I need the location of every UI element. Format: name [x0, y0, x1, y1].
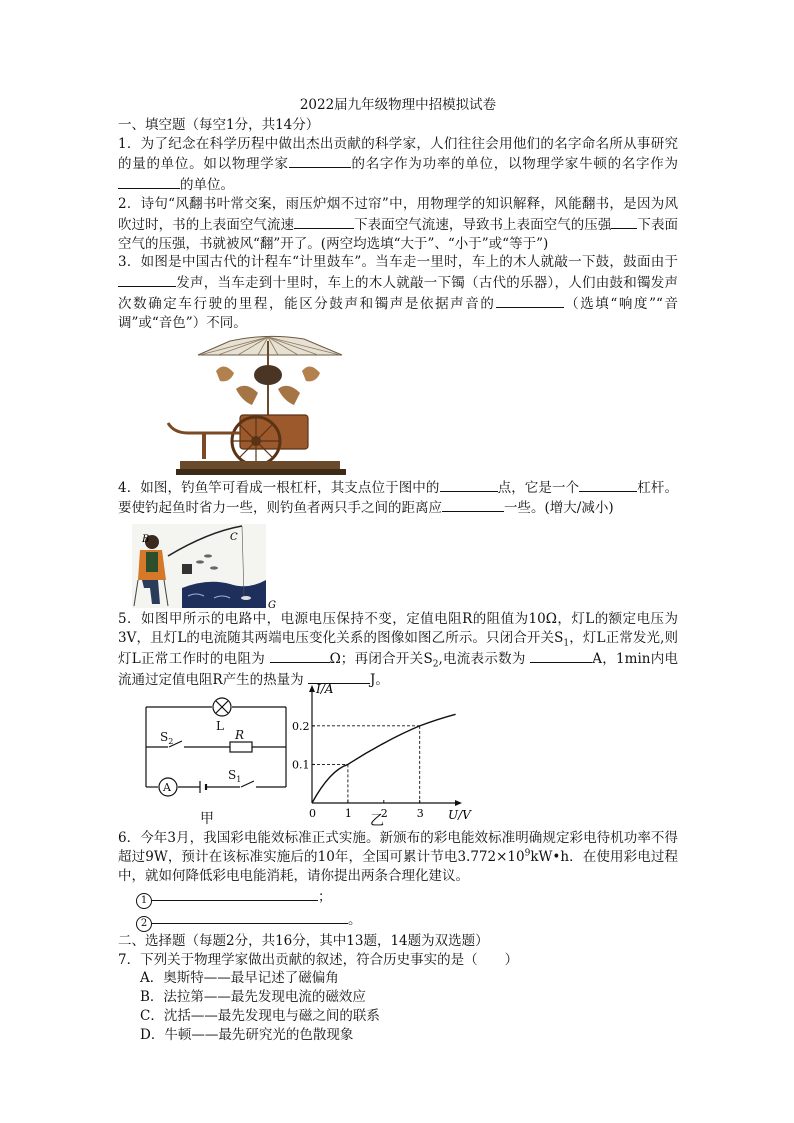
figures-row [118, 682, 678, 830]
x-tick-label: 1 [344, 807, 352, 821]
question-7-option-d[interactable]: D．牛顿——最先研究光的色散现象 [140, 1026, 354, 1043]
x-axis-arrow [455, 800, 462, 806]
point-c-label: C [230, 532, 238, 544]
y-tick-label: 0.2 [292, 720, 310, 734]
y-axis-arrow [309, 685, 315, 692]
iu-curve [312, 715, 456, 804]
answer-blank[interactable] [442, 497, 504, 512]
circuit-caption: 甲 [200, 811, 214, 828]
drum-cart-image [118, 333, 678, 477]
suggestion-2: 2 。 [118, 909, 678, 932]
question-7-stem: 7．下列关于物理学家做出贡献的叙述，符合历史事实的是（ ） [118, 951, 519, 968]
x-axis-label: U/V [448, 808, 471, 823]
section-choice-heading: 二、选择题（每题2分，共16分，其中13题，14题为双选题） [118, 932, 489, 949]
question-1: 1．为了纪念在科学历程中做出杰出贡献的科学家，人们往往会用他们的名字命名所从事研究的量的单位。如以物理学家 的名字作为功率的单位，以物理学家牛顿的名字作为的单位。 [118, 135, 679, 194]
question-6: 6．今年3月，我国彩电能效标准正式实施。新颁布的彩电能效标准明确规定彩电待机功率不得超过9W，预计在该标准实施后的10年，全国可累计节电$3.772\times 10^9kW•h$．在使用彩电过程中，就如何降低彩电电能消耗，请你提出两条合理化建议。 [118, 830, 678, 884]
answer-blank[interactable] [289, 153, 351, 168]
switch-s2-label: $S_2$ [160, 730, 174, 747]
answer-blank[interactable] [152, 886, 318, 901]
answer-blank[interactable] [579, 477, 637, 492]
x-tick-label: 0 [309, 807, 316, 821]
lamp-label: L [216, 719, 224, 734]
question-7-option-b[interactable]: B．法拉第——最先发现电流的磁效应 [140, 989, 366, 1006]
question-2: 2．诗句“风翻书叶常交案，雨压炉烟不过帘”中，用物理学的知识解释，风能翻书，是因为风吹过时，书的上表面空气流速 下表面空气流速，导致书上表面空气的压强 下表面空气的压强，书就被风“翻”开了。(两空均选填“大于”、“小于”或“等于”) [118, 195, 679, 252]
switch-s1-label: $S_1$ [228, 768, 242, 785]
resistor-label: R [235, 728, 245, 743]
x-tick-label: 3 [416, 807, 424, 821]
answer-blank[interactable] [611, 214, 637, 229]
answer-blank[interactable] [496, 293, 564, 308]
chart-caption: 乙 [370, 813, 384, 830]
ammeter-label: A [163, 781, 171, 795]
page-title: 2022届九年级物理中招模拟试卷 [299, 97, 497, 113]
point-g-label: G [268, 600, 276, 612]
circuit-diagram [136, 695, 296, 827]
fishing-rod-image [118, 518, 678, 610]
y-tick-label: 0.1 [292, 758, 310, 772]
answer-blank[interactable] [294, 214, 354, 229]
answer-blank[interactable] [440, 477, 498, 492]
question-3: 3．如图是中国古代的计程车“计里鼓车”。当车走一里时，车上的木人就敲一下鼓，鼓面由于发声，当车走到十里时，车上的木人就敲一下镯（古代的乐器），人们由鼓和镯发声次数确定车行驶的里程，能区分鼓声和镯声是依据声音的 （选填“响度”“音调”或“音色”）不同。 [118, 254, 679, 331]
question-7-option-a[interactable]: A．奥斯特——最早记述了磁偏角 [140, 970, 339, 987]
answer-blank[interactable] [530, 648, 592, 663]
answer-blank[interactable] [118, 272, 176, 287]
x-tick-label: 2 [380, 807, 388, 821]
suggestion-1: 1 ； [118, 886, 678, 909]
question-7-option-c[interactable]: C．沈括——最先发现电与磁之间的联系 [140, 1007, 380, 1024]
iu-chart [290, 681, 471, 830]
answer-blank[interactable] [270, 648, 330, 663]
question-5: 5．如图甲所示的电路中，电源电压保持不变，定值电阻R的阻值为10Ω，灯L的额定电压为3V，且灯L的电流随其两端电压变化关系的图像如图乙所示。只闭合开关$S_1$，灯L正常发光,则灯L正常工作时的电阻为 Ω；再闭合开关$S_2$,电流表示数为 A，1min内电流通过定值电阻R产生的热量为 J。 [118, 611, 679, 688]
section-fill-blank-heading: 一、填空题（每空1分，共14分） [118, 116, 320, 133]
answer-blank[interactable] [152, 909, 348, 924]
answer-blank[interactable] [118, 174, 180, 189]
y-axis-label: I/A [316, 682, 334, 697]
point-b-label: B [142, 534, 150, 546]
exam-page [118, 96, 678, 1045]
question-4: 4．如图，钓鱼竿可看成一根杠杆，其支点位于图中的 点，它是一个 杠杆。要使钓起鱼时省力一些，则钓鱼者两只手之间的距离应 一些。(增大/减小) [118, 477, 678, 519]
